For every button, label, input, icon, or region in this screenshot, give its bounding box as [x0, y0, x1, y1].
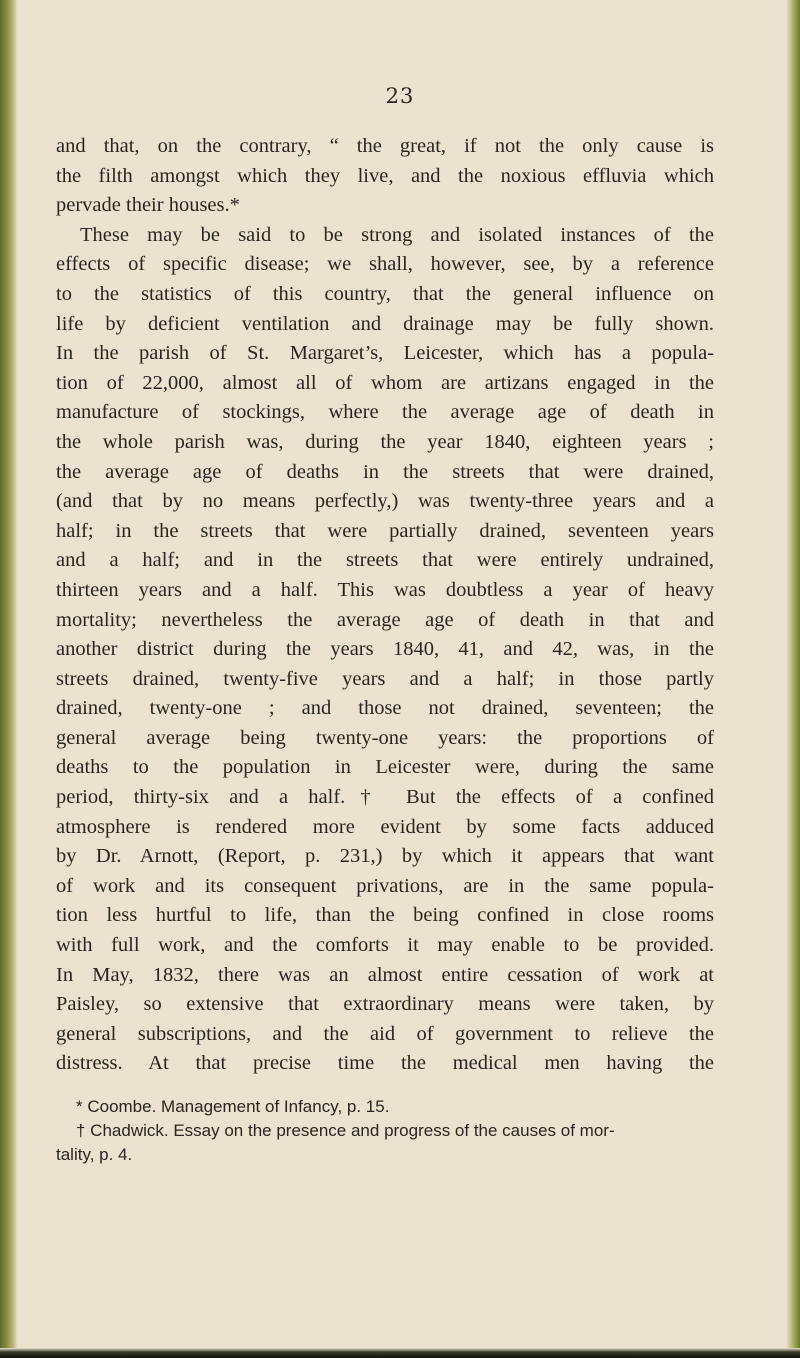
footnote-coombe: * Coombe. Management of Infancy, p. 15.: [76, 1097, 390, 1116]
text-line: effects of specific disease; we shall, however, see, by a reference: [56, 253, 714, 276]
text-line: general average being twenty-one years: the proportions of: [56, 726, 714, 749]
body-text: [56, 132, 714, 1079]
text-line: deaths to the population in Leicester were, during the same: [56, 756, 714, 779]
text-line: another district during the years 1840, 41, and 42, was, in the: [56, 638, 714, 661]
text-line: of work and its consequent privations, are in the same popula-: [56, 874, 714, 897]
text-line: thirteen years and a half. This was doubtless a year of heavy: [56, 578, 714, 601]
text-line: mortality; nevertheless the average age of death in that and: [56, 608, 714, 631]
footnotes: [56, 1095, 716, 1167]
text-line: life by deficient ventilation and drainage may be fully shown.: [56, 312, 714, 335]
text-line: In the parish of St. Margaret’s, Leicester, which has a popula-: [56, 342, 714, 365]
text-line: Paisley, so extensive that extraordinary means were taken, by: [56, 993, 714, 1016]
page-number: 23: [385, 84, 415, 108]
text-line: drained, twenty-one ; and those not drained, seventeen; the: [56, 697, 714, 720]
text-line: the average age of deaths in the streets that were drained,: [56, 460, 714, 483]
scan-edge-right: [786, 0, 800, 1358]
text-line: to the statistics of this country, that the general influence on: [56, 282, 714, 305]
text-line: by Dr. Arnott, (Report, p. 231,) by which it appears that want: [56, 845, 714, 868]
scan-edge-bottom: [0, 1348, 800, 1358]
text-line: atmosphere is rendered more evident by some facts adduced: [56, 815, 714, 838]
text-line: and that, on the contrary, “ the great, if not the only cause is: [56, 135, 714, 157]
text-line: In May, 1832, there was an almost entire cessation of work at: [56, 963, 714, 986]
text-line: tion of 22,000, almost all of whom are artizans engaged in the: [56, 371, 714, 394]
text-line: manufacture of stockings, where the average age of death in: [56, 401, 714, 424]
footnote-chadwick: † Chadwick. Essay on the presence and progress of the causes of mor-: [76, 1121, 615, 1140]
footnote-chadwick-continued: tality, p. 4.: [56, 1145, 133, 1164]
text-line: tion less hurtful to life, than the being confined in close rooms: [56, 904, 714, 927]
text-line: with full work, and the comforts it may enable to be provided.: [56, 934, 714, 957]
text-line: general subscriptions, and the aid of government to relieve the: [56, 1022, 714, 1045]
text-line: These may be said to be strong and isolated instances of the: [80, 223, 714, 246]
text-line: period, thirty-six and a half.† But the effects of a confined: [56, 786, 714, 809]
text-line: streets drained, twenty-five years and a half; in those partly: [56, 667, 714, 690]
text-line: distress. At that precise time the medical men having the: [56, 1052, 714, 1075]
text-line: the whole parish was, during the year 1840, eighteen years ;: [56, 430, 714, 453]
text-line: (and that by no means perfectly,) was twenty-three years and a: [56, 490, 714, 513]
text-line: the filth amongst which they live, and the noxious effluvia which: [56, 164, 714, 187]
text-line: half; in the streets that were partially drained, seventeen years: [56, 519, 714, 542]
text-line: pervade their houses.*: [56, 194, 240, 217]
text-line: and a half; and in the streets that were entirely undrained,: [56, 549, 714, 572]
scan-edge-left: [0, 0, 18, 1358]
